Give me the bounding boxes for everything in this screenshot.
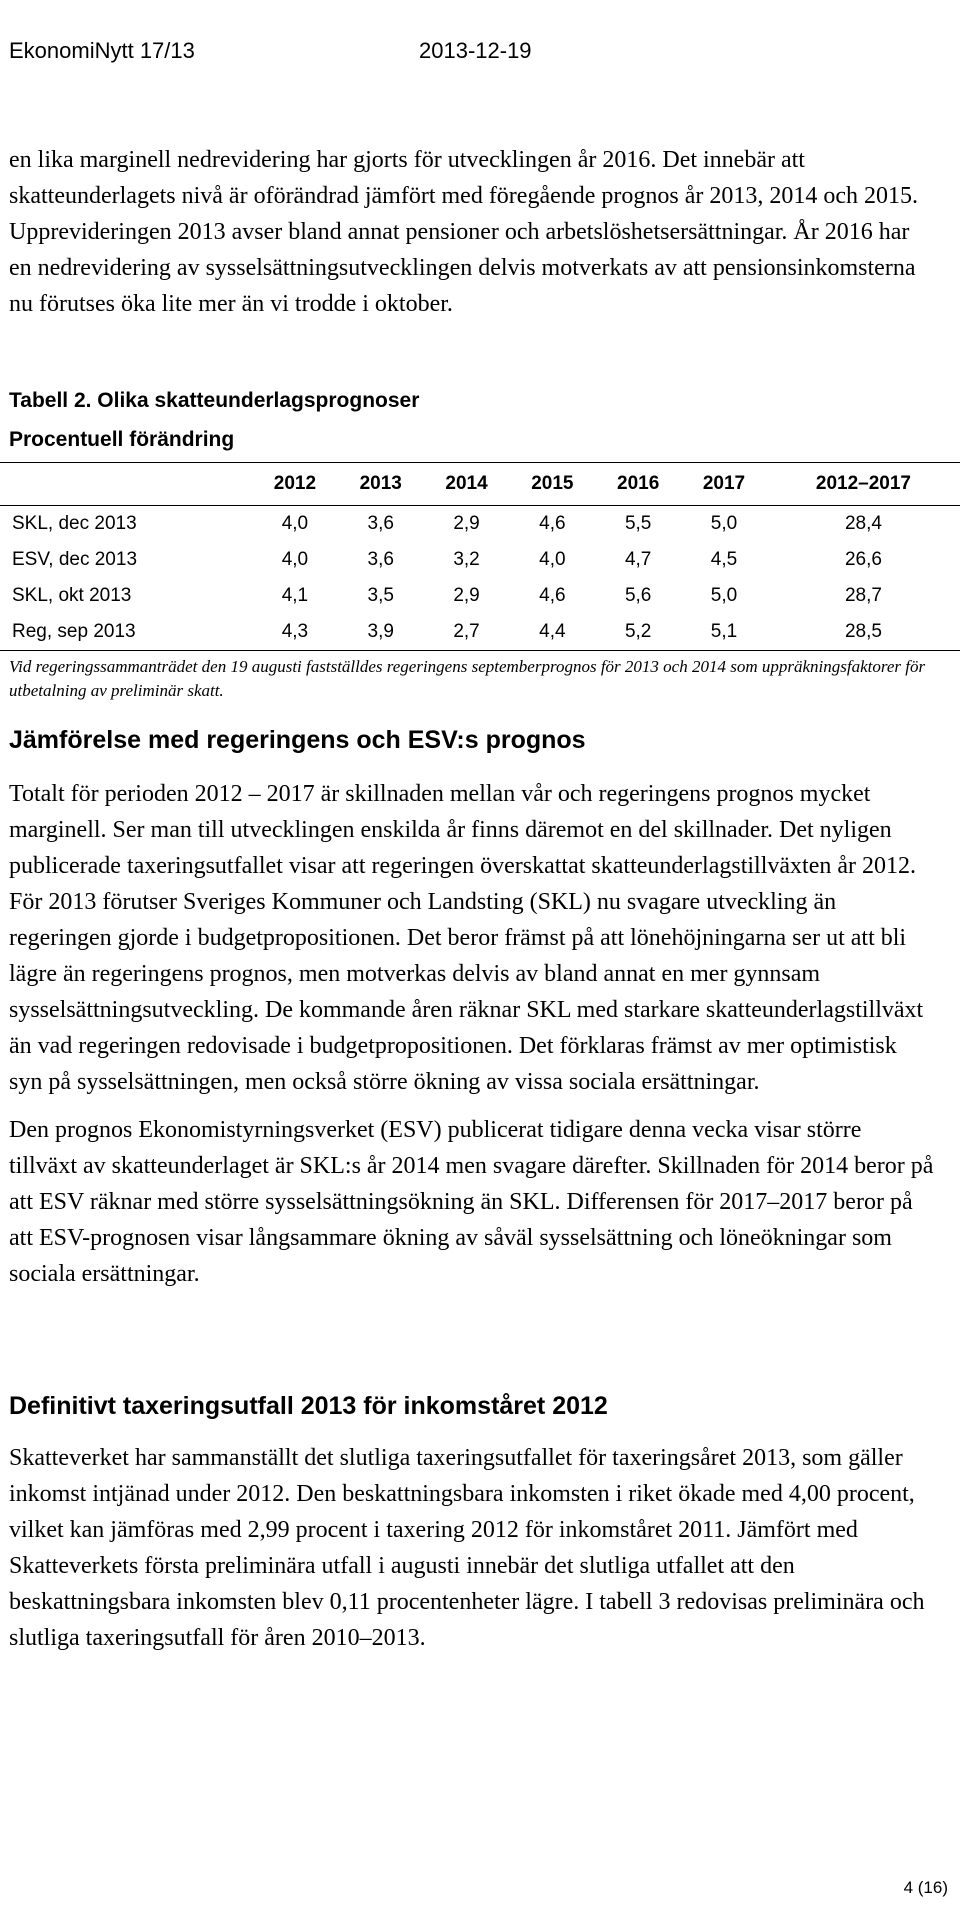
table-header-cell: 2012–2017 xyxy=(815,473,911,494)
table-cell: 4,6 xyxy=(539,585,566,606)
table-header-row xyxy=(0,463,960,506)
table-header-cell: 2017 xyxy=(702,473,746,494)
intro-paragraph-block xyxy=(9,142,934,322)
table-cell: 5,6 xyxy=(624,585,652,606)
table-cell: 4,7 xyxy=(624,549,652,570)
table-cell: 5,1 xyxy=(710,621,738,642)
table-header-cell: 2016 xyxy=(617,473,660,494)
table-row xyxy=(0,614,960,651)
forecast-table xyxy=(0,462,960,651)
table-cell: 4,0 xyxy=(281,513,309,534)
table-cell: 5,0 xyxy=(710,513,738,534)
table-cell: 2,9 xyxy=(453,513,480,534)
row-label: Reg, sep 2013 xyxy=(12,621,136,642)
page-number: 4 (16) xyxy=(903,1878,948,1897)
row-label: SKL, dec 2013 xyxy=(12,513,137,534)
publication-date: 2013-12-19 xyxy=(419,38,532,63)
section-heading-comparison: Jämförelse med regeringens och ESV:s prognos xyxy=(9,726,586,754)
row-label: ESV, dec 2013 xyxy=(12,549,138,570)
table-cell: 5,2 xyxy=(624,621,652,642)
table-cell: 4,3 xyxy=(281,621,309,642)
row-label: SKL, okt 2013 xyxy=(12,585,132,606)
table-cell: 4,4 xyxy=(539,621,566,642)
table-cell: 28,4 xyxy=(844,513,882,534)
table-cell: 28,5 xyxy=(844,621,882,642)
tax-outcome-paragraph: Skatteverket har sammanställt det slutliga taxeringsutfallet för taxeringsåret 2013, som gäller inkomst intjänad under 2012. Den beskattningsbara inkomsten i riket ökade med 4,00 procent, vilket kan jämföras med 2,99 procent i taxering 2012 för inkomståret 2011. Jämfört med Skatteverkets första preliminära utfall i augusti innebär det slutliga utfallet att den beskattningsbara inkomsten blev 0,11 procentenheter lägre. I tabell 3 redovisas preliminära och slutliga taxeringsutfall för åren 2010–2013. xyxy=(9,1445,925,1651)
table-row xyxy=(0,506,960,543)
table-row xyxy=(0,542,960,578)
table-cell: 3,5 xyxy=(367,585,394,606)
table-cell: 4,1 xyxy=(281,585,309,606)
table-header-cell: 2012 xyxy=(273,473,317,494)
table-cell: 26,6 xyxy=(844,549,882,570)
comparison-paragraph: Den prognos Ekonomistyrningsverket (ESV) publicerat tidigare denna vecka visar större tillväxt av skatteunderlaget är SKL:s år 2014 men svagare därefter. Skillnaden för 2014 beror på att ESV räknar med större sysselsättningsökning än SKL. Differensen för 2017–2017 beror på att ESV-prognosen visar långsammare ökning av såväl sysselsättning och löneökningar som sociala ersättningar. xyxy=(9,1117,934,1287)
table-header-empty xyxy=(0,463,252,506)
table-cell: 2,9 xyxy=(453,585,480,606)
table-cell: 4,5 xyxy=(710,549,738,570)
table-cell: 3,6 xyxy=(367,549,394,570)
table-header-cell: 2013 xyxy=(359,473,402,494)
intro-paragraph: en lika marginell nedrevidering har gjorts för utvecklingen år 2016. Det innebär att skatteunderlagets nivå är oförändrad jämfört med föregående prognos år 2013, 2014 och 2015. Upprevideringen 2013 avser bland annat pensioner och arbetslöshetsersättningar. År 2016 har en nedrevidering av sysselsättningsutvecklingen delvis motverkats av att pensionsinkomsterna nu förutses öka lite mer än vi trodde i oktober. xyxy=(9,147,919,317)
table-caption: Tabell 2. Olika skatteunderlagsprognoser xyxy=(9,389,420,412)
page-header xyxy=(9,38,532,64)
table-cell: 3,2 xyxy=(453,549,480,570)
table-cell: 3,9 xyxy=(367,621,394,642)
table-header-cell: 2014 xyxy=(445,473,488,494)
table-cell: 4,6 xyxy=(539,513,566,534)
table-cell: 5,5 xyxy=(624,513,652,534)
table-cell: 4,0 xyxy=(539,549,566,570)
table-caption-block xyxy=(9,381,419,459)
publication-title: EkonomiNytt 17/13 xyxy=(9,38,195,63)
table-row xyxy=(0,578,960,614)
tax-outcome-section-body xyxy=(9,1440,934,1656)
table-header-cell: 2015 xyxy=(531,473,574,494)
table-footnote: Vid regeringssammanträdet den 19 augusti fastställdes regeringens septemberprognos för 2013 och 2014 som uppräkningsfaktorer för utbetalning av preliminär skatt. xyxy=(9,657,926,700)
table-cell: 28,7 xyxy=(844,585,882,606)
section-heading-tax-outcome: Definitivt taxeringsutfall 2013 för inkomståret 2012 xyxy=(9,1392,608,1420)
table-subcaption: Procentuell förändring xyxy=(9,428,235,451)
comparison-section-body xyxy=(9,776,934,1292)
comparison-paragraph: Totalt för perioden 2012 – 2017 är skillnaden mellan vår och regeringens prognos mycket marginell. Ser man till utvecklingen enskilda år finns däremot en del skillnader. Det nyligen publicerade taxeringsutfallet visar att regeringen överskattat skatteunderlagstillväxten år 2012. För 2013 förutser Sveriges Kommuner och Landsting (SKL) nu svagare utveckling än regeringen gjorde i budgetpropositionen. Det beror främst på att lönehöjningarna ser ut att bli lägre än regeringens prognos, men motverkas delvis av bland annat en mer gynnsam sysselsättningsutveckling. De kommande åren räknar SKL med starkare skatteunderlagstillväxt än vad regeringen redovisade i budgetpropositionen. Det förklaras främst av mer optimistisk syn på sysselsättningen, men också större ökning av vissa sociala ersättningar. xyxy=(9,781,924,1095)
table-cell: 4,0 xyxy=(281,549,309,570)
table-cell: 5,0 xyxy=(710,585,738,606)
table-cell: 2,7 xyxy=(453,621,480,642)
table-cell: 3,6 xyxy=(367,513,394,534)
